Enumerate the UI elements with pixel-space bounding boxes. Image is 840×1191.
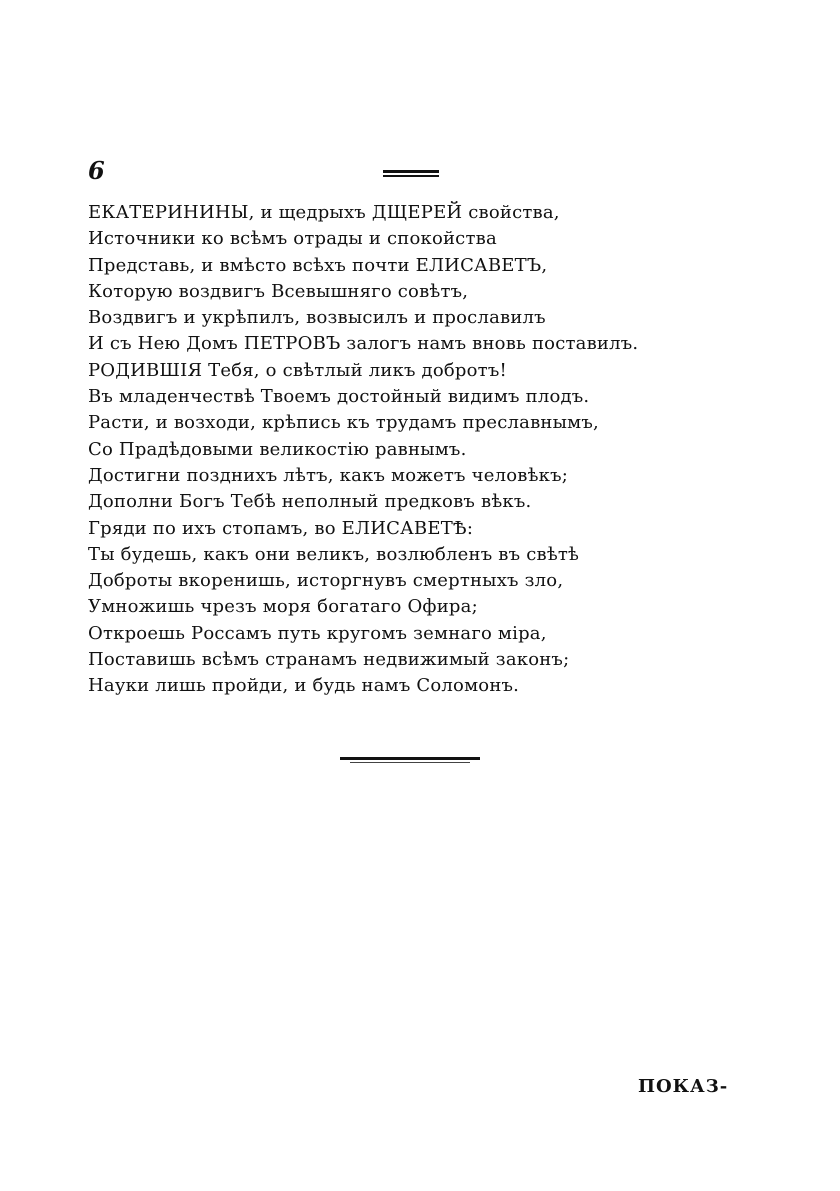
poem-line: ЕКАТЕРИНИНЫ, и щедрыхъ ДЩЕРЕЙ свойства, [88, 202, 560, 223]
poem-line: Источники ко всѣмъ отрады и спокойства [88, 228, 497, 250]
poem-line: Гряди по ихъ стопамъ, во ЕЛИСАВЕТѢ: [88, 517, 474, 539]
poem-line: Расти, и возходи, крѣпись къ трудамъ преславнымъ, [88, 412, 599, 434]
head-ornament-bar-bottom [383, 175, 439, 177]
poem-line: Достигни позднихъ лѣтъ, какъ можетъ человѣкъ; [88, 464, 569, 486]
page-number: 6 [88, 156, 105, 185]
poem-line: Воздвигъ и укрѣпилъ, возвысилъ и прославилъ [88, 307, 546, 329]
catchword: ПОКАЗ- [638, 1076, 729, 1097]
poem-line: Откроешь Россамъ путь кругомъ земнаго міра, [88, 622, 547, 644]
poem-line: И съ Нею Домъ ПЕТРОВЪ залогъ намъ вновь поставилъ. [88, 333, 639, 355]
poem-line: Со Прадѣдовыми великостію равнымъ. [88, 438, 467, 460]
poem-line: Которую воздвигъ Всевышняго совѣтъ, [88, 280, 469, 302]
end-rule [340, 757, 480, 763]
poem-line: Дополни Богъ Тебѣ неполный предковъ вѣкъ. [88, 491, 532, 513]
poem-text [88, 200, 728, 700]
end-rule-thin [350, 762, 470, 763]
poem-line: Доброты вкоренишь, исторгнувъ смертныхъ зло, [88, 570, 564, 592]
poem-line: Умножишь чрезъ моря богатаго Офира; [88, 596, 478, 618]
head-ornament [383, 170, 439, 178]
poem-line: Въ младенчествѣ Твоемъ достойный видимъ плодъ. [88, 386, 590, 408]
poem-line: Науки лишь пройди, и будь намъ Соломонъ. [88, 675, 520, 697]
head-ornament-bar-top [383, 170, 439, 173]
poem-line: Поставишь всѣмъ странамъ недвижимый законъ; [88, 649, 570, 671]
poem-line: Представь, и вмѣсто всѣхъ почти ЕЛИСАВЕТЪ, [88, 254, 548, 276]
end-rule-thick [340, 757, 480, 760]
poem-line: Ты будешь, какъ они великъ, возлюбленъ въ свѣтѣ [88, 543, 580, 565]
poem-line: РОДИВШІЯ Тебя, о свѣтлый ликъ добротъ! [88, 359, 507, 381]
